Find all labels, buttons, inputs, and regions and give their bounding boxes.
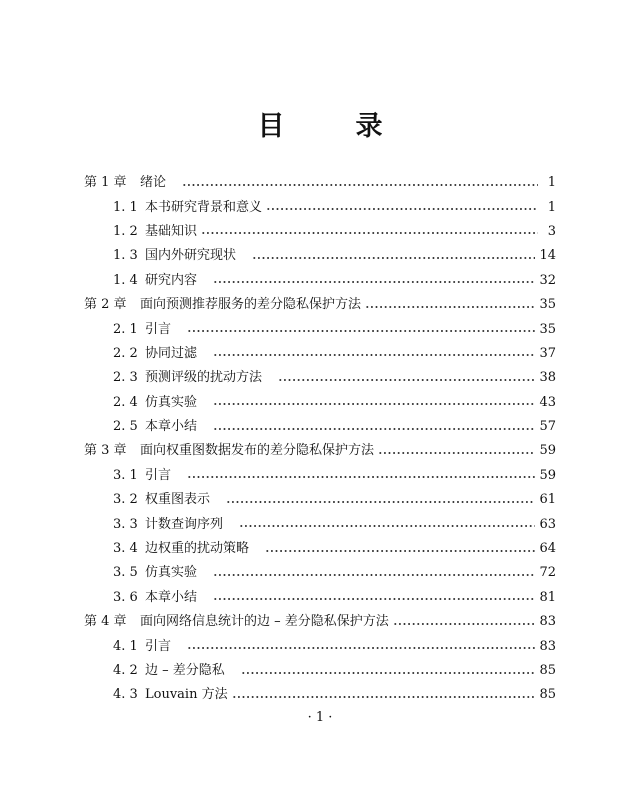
dot-leader — [265, 550, 535, 552]
toc-entry-title: 引言 — [145, 321, 172, 337]
dot-leader — [378, 452, 535, 454]
toc-entry-number: 第 2 章 — [84, 297, 127, 313]
toc-entry-title: 仿真实验 — [145, 565, 198, 581]
toc-entry-title: 研究内容 — [145, 272, 198, 288]
toc-entry-title: 边 – 差分隐私 — [145, 663, 225, 678]
toc-entry-title: 边权重的扰动策略 — [145, 541, 250, 557]
toc-entry-title: 国内外研究现状 — [145, 248, 237, 264]
toc-entry-title: 本书研究背景和意义 — [145, 199, 263, 215]
toc-entry-page: 83 — [539, 638, 556, 654]
toc-entry-number: 3. 3 — [113, 516, 138, 532]
toc-entry-title: 本章小结 — [145, 419, 198, 435]
toc-entry-page: 1 — [547, 199, 556, 215]
toc-entry-number: 2. 5 — [113, 419, 138, 435]
toc-entry-number: 3. 6 — [113, 589, 138, 605]
dot-leader — [187, 476, 535, 478]
toc-chapter-entry[interactable] — [84, 610, 556, 634]
toc-entry-number: 第 4 章 — [84, 614, 127, 630]
toc-entry-page: 85 — [539, 663, 556, 678]
dot-leader — [187, 330, 535, 332]
dot-leader — [241, 672, 536, 674]
toc-entry-number: 1. 2 — [113, 223, 138, 239]
dot-leader — [213, 281, 535, 283]
toc-entry-title: 协同过滤 — [145, 345, 198, 361]
toc-entry-number: 4. 3 — [113, 687, 138, 703]
toc-section-entry[interactable] — [84, 561, 556, 585]
toc-entry-page: 59 — [539, 443, 556, 459]
toc-entry-page: 85 — [539, 687, 556, 703]
toc-section-entry[interactable] — [84, 512, 556, 536]
toc-entry-page: 3 — [547, 223, 556, 239]
toc-entry-number: 1. 4 — [113, 272, 138, 288]
dot-leader — [393, 623, 536, 625]
toc-section-entry[interactable] — [84, 391, 556, 415]
toc-entry-number: 3. 4 — [113, 541, 138, 557]
toc-section-entry[interactable] — [84, 634, 556, 658]
toc-section-entry[interactable] — [84, 537, 556, 561]
toc-entry-page: 61 — [539, 492, 556, 508]
dot-leader — [213, 574, 535, 576]
dot-leader — [232, 696, 536, 698]
toc-entry-number: 3. 1 — [113, 467, 138, 483]
page-number-footer: · 1 · — [307, 710, 333, 725]
toc-entry-number: 4. 1 — [113, 638, 138, 654]
toc-section-entry[interactable] — [84, 659, 556, 683]
toc-entry-title: 本章小结 — [145, 589, 198, 605]
toc-entry-number: 1. 1 — [113, 199, 138, 215]
toc-chapter-entry[interactable] — [84, 439, 556, 463]
dot-leader — [187, 647, 535, 649]
toc-entry-page: 35 — [539, 321, 556, 337]
dot-leader — [252, 257, 535, 259]
dot-leader — [213, 403, 535, 405]
toc-section-entry[interactable] — [84, 269, 556, 293]
toc-entry-title: 引言 — [145, 467, 172, 483]
dot-leader — [213, 354, 535, 356]
toc-section-entry[interactable] — [84, 342, 556, 366]
dot-leader — [201, 232, 538, 234]
toc-entry-page: 83 — [539, 614, 556, 630]
toc-entry-page: 14 — [539, 248, 556, 264]
toc-entry-number: 2. 3 — [113, 370, 138, 386]
toc-chapter-entry[interactable] — [84, 171, 556, 195]
dot-leader — [226, 501, 535, 503]
dot-leader — [365, 306, 535, 308]
toc-entry-number: 1. 3 — [113, 248, 138, 264]
toc-section-entry[interactable] — [84, 195, 556, 219]
dot-leader — [278, 379, 535, 381]
toc-section-entry[interactable] — [84, 415, 556, 439]
dot-leader — [213, 428, 535, 430]
toc-section-entry[interactable] — [84, 317, 556, 341]
toc-entry-number: 3. 2 — [113, 492, 138, 508]
toc-entry-title: 面向权重图数据发布的差分隐私保护方法 — [140, 443, 375, 459]
toc-section-entry[interactable] — [84, 464, 556, 488]
toc-entry-title: 仿真实验 — [145, 394, 198, 410]
toc-entry-title: 绪论 — [140, 175, 167, 191]
toc-entry-page: 64 — [539, 541, 556, 557]
toc-entry-page: 1 — [547, 175, 556, 191]
toc-section-entry[interactable] — [84, 220, 556, 244]
toc-entry-title: 权重图表示 — [145, 492, 211, 508]
toc-entry-page: 35 — [539, 297, 556, 313]
toc-section-entry[interactable] — [84, 586, 556, 610]
toc-section-entry[interactable] — [84, 366, 556, 390]
toc-chapter-entry[interactable] — [84, 293, 556, 317]
toc-entry-page: 63 — [539, 516, 556, 532]
toc-entry-number: 2. 2 — [113, 345, 138, 361]
toc-entry-number: 4. 2 — [113, 663, 138, 678]
toc-entry-title: 面向网络信息统计的边 – 差分隐私保护方法 — [140, 614, 389, 630]
toc-entry-number: 第 3 章 — [84, 443, 127, 459]
dot-leader — [213, 598, 535, 600]
toc-entry-page: 32 — [539, 272, 556, 288]
toc-entry-title: 面向预测推荐服务的差分隐私保护方法 — [140, 297, 362, 313]
toc-section-entry[interactable] — [84, 488, 556, 512]
toc-entry-number: 2. 4 — [113, 394, 138, 410]
dot-leader — [239, 525, 535, 527]
toc-entry-title: 计数查询序列 — [145, 516, 224, 532]
toc-entry-page: 59 — [539, 467, 556, 483]
toc-title: 目 录 — [257, 111, 405, 142]
toc-entry-title: 基础知识 — [145, 223, 198, 239]
toc-entry-page: 38 — [539, 370, 556, 386]
toc-entry-page: 57 — [539, 419, 556, 435]
toc-entry-title: Louvain 方法 — [145, 687, 228, 703]
toc-section-entry[interactable] — [84, 244, 556, 268]
toc-section-entry[interactable] — [84, 683, 556, 707]
toc-entry-page: 43 — [539, 394, 556, 410]
toc-entry-title: 预测评级的扰动方法 — [145, 370, 263, 386]
toc-entry-number: 第 1 章 — [84, 175, 127, 191]
toc-entry-number: 2. 1 — [113, 321, 138, 337]
toc-entry-page: 72 — [539, 565, 556, 581]
dot-leader — [182, 184, 538, 186]
dot-leader — [266, 208, 538, 210]
table-of-contents — [84, 171, 556, 708]
toc-entry-page: 81 — [539, 589, 556, 605]
toc-entry-title: 引言 — [145, 638, 172, 654]
toc-entry-number: 3. 5 — [113, 565, 138, 581]
toc-entry-page: 37 — [539, 345, 556, 361]
